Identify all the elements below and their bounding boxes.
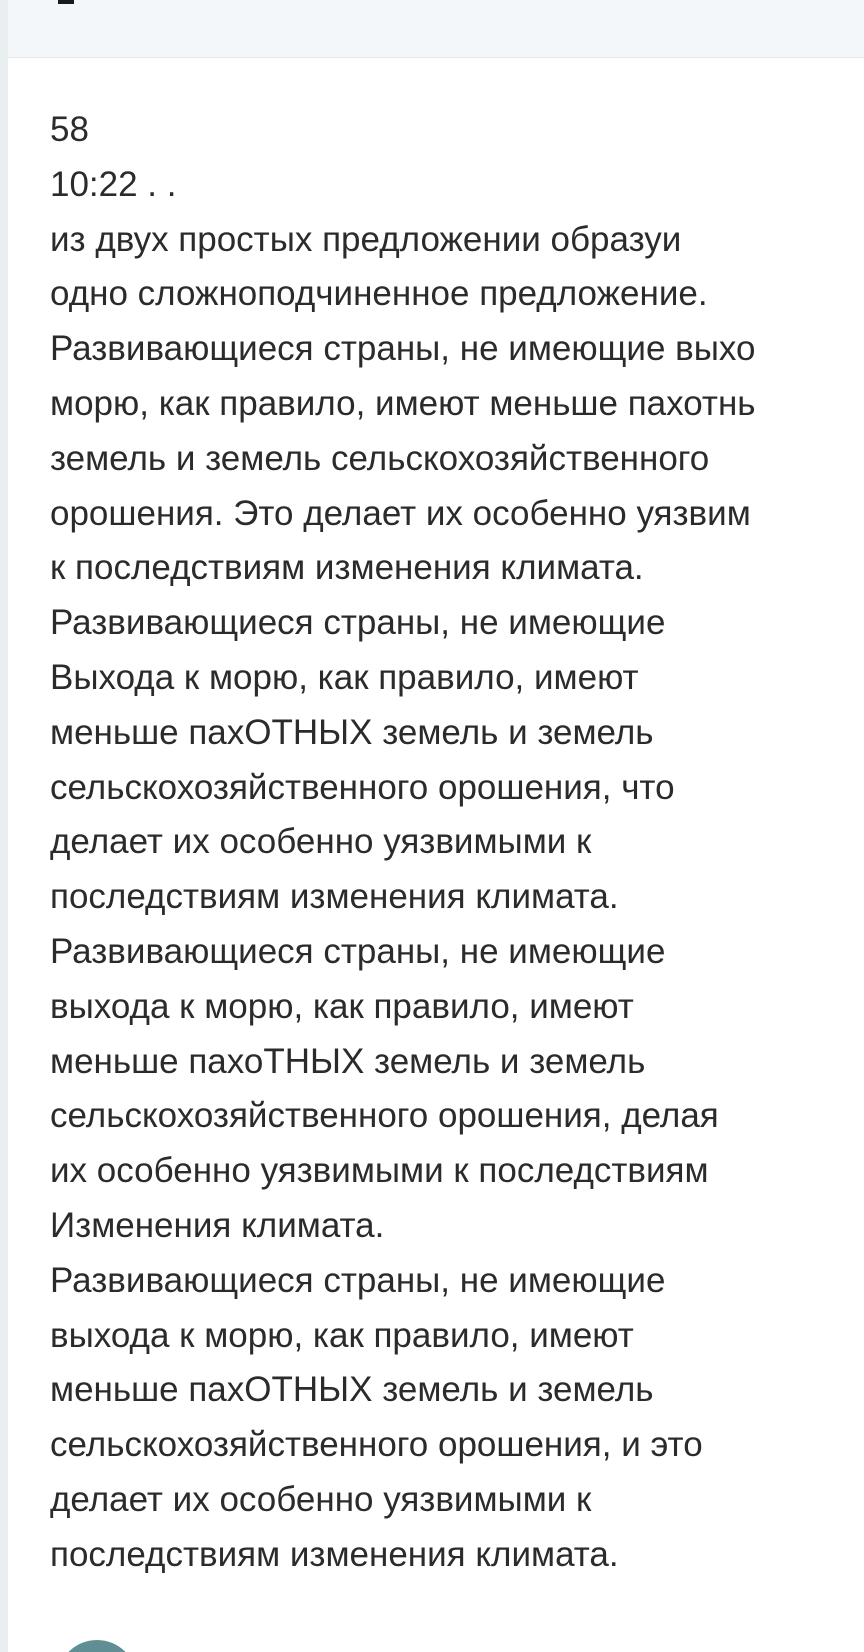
answer-line: из двух простых предложении образуи	[50, 219, 682, 259]
answer-line: Выхода к морю, как правило, имеют	[50, 657, 639, 697]
answer-text	[50, 103, 864, 1583]
answer-line: их особенно уязвимыми к последствиям	[50, 1151, 709, 1191]
answer-line: Развивающиеся страны, не имеющие выхо	[50, 329, 756, 369]
answer-line: меньше пахоТНЫХ земель и земель	[50, 1041, 646, 1081]
answer-line: к последствиям изменения климата.	[50, 548, 644, 588]
answer-line: последствиям изменения климата.	[50, 877, 619, 917]
answer-line: морю, как правило, имеют меньше пахотнь	[50, 383, 756, 423]
cropped-header-glyph	[58, 0, 74, 4]
answer-line: сельскохозяйственного орошения, что	[50, 767, 675, 807]
answer-line: одно сложноподчиненное предложение.	[50, 274, 708, 314]
answer-line: Развивающиеся страны, не имеющие	[50, 1260, 666, 1300]
answer-line: Развивающиеся страны, не имеющие	[50, 603, 666, 643]
answer-line: Развивающиеся страны, не имеющие	[50, 931, 666, 971]
answer-line: меньше пахОТНЫХ земель и земель	[50, 1370, 654, 1410]
answer-line: выхода к морю, как правило, имеют	[50, 1315, 634, 1355]
answer-line: земель и земель сельскохозяйственного	[50, 438, 710, 478]
answer-line: меньше пахОТНЫХ земель и земель	[50, 712, 654, 752]
answer-line: Изменения климата.	[50, 1205, 385, 1245]
answer-line: сельскохозяйственного орошения, и это	[50, 1425, 703, 1465]
answer-line: выхода к морю, как правило, имеют	[50, 986, 634, 1026]
avatar	[57, 1640, 137, 1652]
answer-line: 10:22 . .	[50, 164, 177, 204]
answer-line: делает их особенно уязвимыми к	[50, 1479, 592, 1519]
answer-line: последствиям изменения климата.	[50, 1534, 619, 1574]
header-band	[8, 0, 864, 58]
answer-line: орошения. Это делает их особенно уязвим	[50, 493, 751, 533]
answer-line: делает их особенно уязвимыми к	[50, 822, 592, 862]
left-border	[0, 0, 8, 1652]
answer-line: 58	[50, 110, 89, 149]
answer-line: сельскохозяйственного орошения, делая	[50, 1096, 719, 1136]
